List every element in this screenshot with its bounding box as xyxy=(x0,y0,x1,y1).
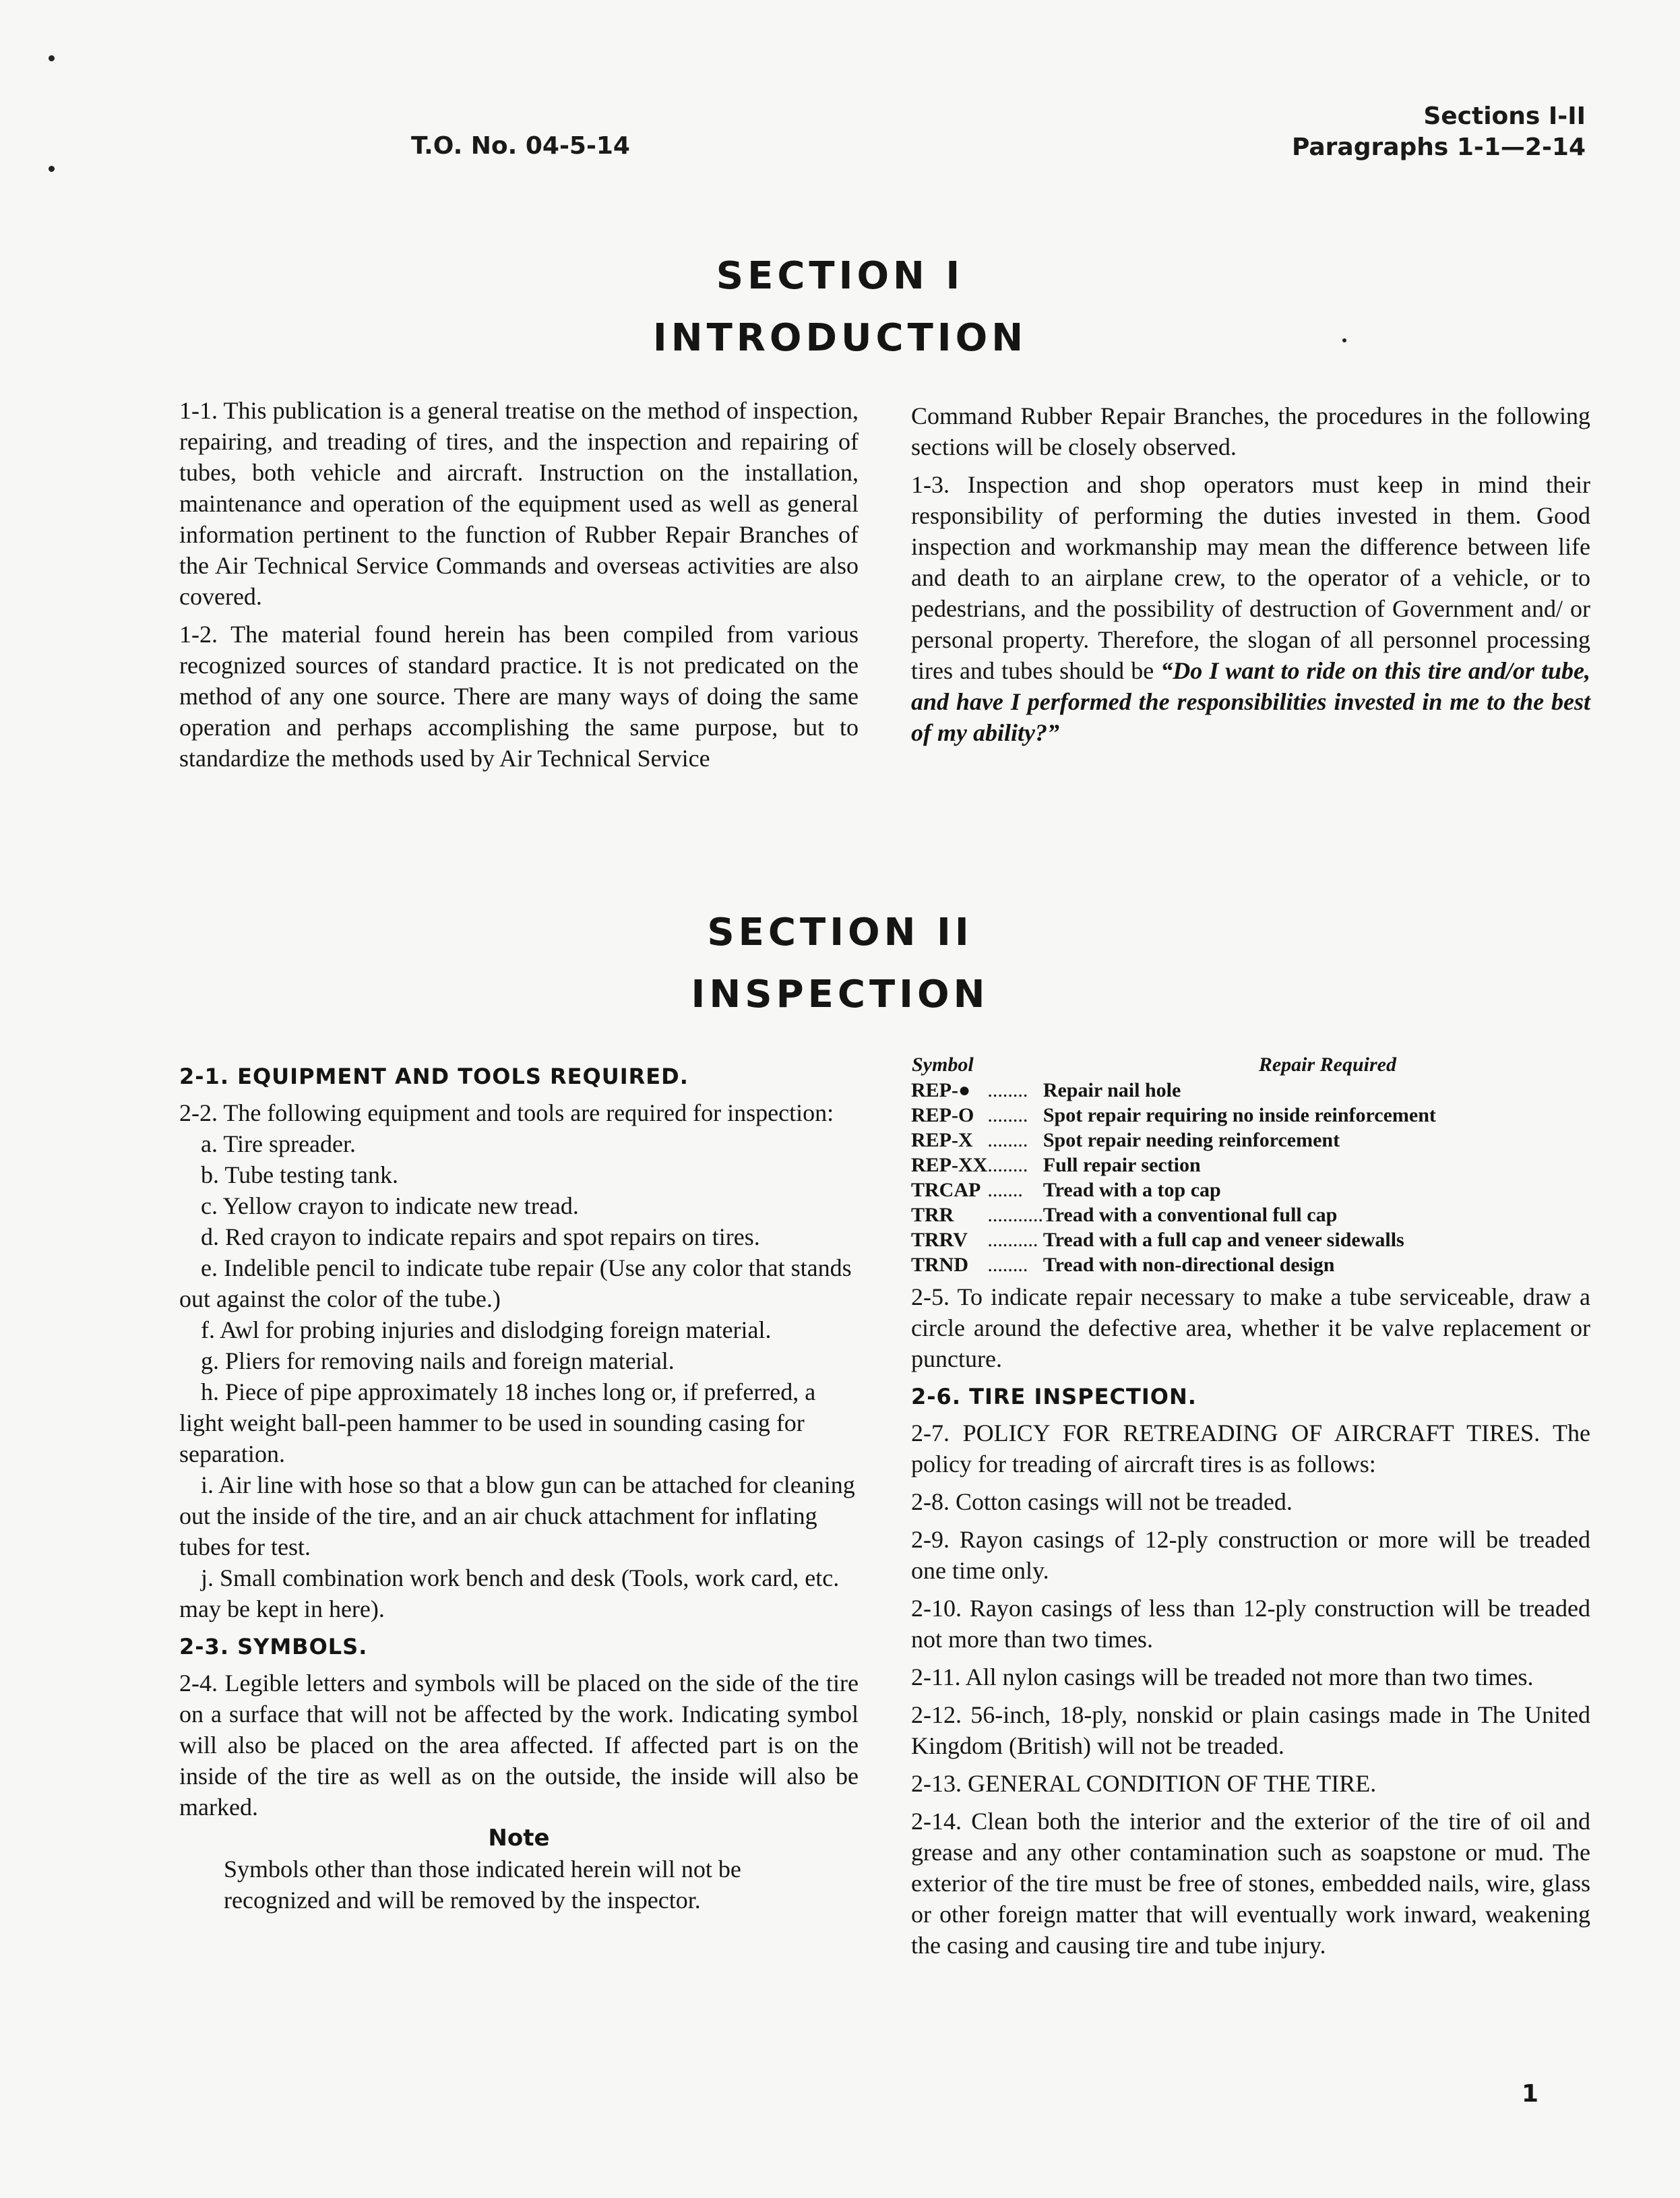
section-2-number: SECTION II xyxy=(707,911,973,954)
paragraph-1-3-text: 1-3. Inspection and shop operators must keep in mind their responsibility of performing the duties invested in them. Good inspection and workmanship may mean the difference between life and death to an airplane crew, to the operator of a vehicle, or to pedestrians, and the possibility of destruction of Government and/ or personal property. Therefore, the slogan of all personnel processing tires and tubes should be xyxy=(911,471,1590,684)
leader-dots: ........ xyxy=(987,1129,1028,1151)
table-row xyxy=(911,1128,1436,1153)
paragraph-2-2: 2-2. The following equipment and tools are required for inspection: xyxy=(179,1099,834,1126)
paragraph-2-13: 2-13. GENERAL CONDITION OF THE TIRE. xyxy=(911,1770,1377,1797)
sections-label: Sections I-II xyxy=(1423,102,1586,130)
doc-number: T.O. No. 04-5-14 xyxy=(411,132,630,160)
symbol-cell: TRRV xyxy=(911,1229,968,1251)
section-1-right-column xyxy=(911,400,1590,755)
paragraphs-label: Paragraphs 1-1—2-14 xyxy=(1291,133,1586,161)
section-2-name: INSPECTION xyxy=(691,973,989,1016)
heading-2-1: 2-1. EQUIPMENT AND TOOLS REQUIRED. xyxy=(179,1064,689,1089)
note-body: Symbols other than those indicated herein will not be recognized and will be removed by the inspector. xyxy=(224,1856,741,1914)
section-2-left-column xyxy=(179,1057,859,1922)
section-1-name: INTRODUCTION xyxy=(652,316,1028,360)
slogan: “Do I want to ride on this tire and/or tube, and have I performed the responsibilities invested in me to the best of my ability?” xyxy=(911,657,1590,746)
scan-speck xyxy=(49,166,55,172)
repair-required-header: Repair Required xyxy=(1258,1054,1396,1076)
paragraph-2-4: 2-4. Legible letters and symbols will be placed on the side of the tire on a surface that will not be affected by the work. Indicating symbol will also be placed on the area affected. If affected part is on the inside of the tire as well as on the outside, the inside will also be marked. xyxy=(179,1670,859,1821)
table-row xyxy=(911,1178,1436,1202)
list-item: i. Air line with hose so that a blow gun can be attached for cleaning out the inside of the tire, and an air chuck attachment for inflating tubes for test. xyxy=(179,1471,855,1560)
repair-cell: Tread with a top cap xyxy=(1043,1179,1221,1201)
leader-dots: ........ xyxy=(987,1254,1028,1276)
list-item: f. Awl for probing injuries and dislodging foreign material. xyxy=(201,1316,772,1343)
leader-dots: ........... xyxy=(987,1204,1043,1226)
symbol-header: Symbol xyxy=(912,1054,974,1076)
leader-dots: ........ xyxy=(987,1104,1028,1126)
section-2-right-column xyxy=(911,1056,1590,1967)
symbol-cell: TRCAP xyxy=(911,1179,981,1201)
heading-2-6: 2-6. TIRE INSPECTION. xyxy=(911,1384,1197,1409)
symbol-cell: REP-O xyxy=(911,1104,974,1126)
repair-cell: Tread with non-directional design xyxy=(1043,1254,1335,1276)
paragraph-1-3 xyxy=(911,469,1590,748)
heading-2-3: 2-3. SYMBOLS. xyxy=(179,1634,368,1659)
list-item: g. Pliers for removing nails and foreign material. xyxy=(201,1347,675,1374)
table-row xyxy=(911,1153,1436,1178)
table-row xyxy=(911,1103,1436,1128)
symbol-cell: REP-X xyxy=(911,1129,973,1151)
list-item: h. Piece of pipe approximately 18 inches long or, if preferred, a light weight ball-peen hammer to be used in sounding casing for separation. xyxy=(179,1378,816,1467)
list-item: d. Red crayon to indicate repairs and spot repairs on tires. xyxy=(201,1223,760,1250)
leader-dots: ........ xyxy=(987,1079,1028,1101)
paragraph-2-8: 2-8. Cotton casings will not be treaded. xyxy=(911,1488,1293,1515)
table-row xyxy=(911,1227,1436,1252)
symbols-table xyxy=(911,1051,1436,1277)
paragraph-2-9: 2-9. Rayon casings of 12-ply construction or more will be treaded one time only. xyxy=(911,1526,1590,1584)
list-item: j. Small combination work bench and desk (Tools, work card, etc. may be kept in here). xyxy=(179,1564,840,1622)
table-row xyxy=(911,1202,1436,1227)
list-item: c. Yellow crayon to indicate new tread. xyxy=(201,1192,579,1219)
repair-cell: Spot repair needing reinforcement xyxy=(1043,1129,1340,1151)
repair-cell: Tread with a conventional full cap xyxy=(1043,1204,1338,1226)
symbol-cell: REP-XX xyxy=(911,1154,988,1176)
paragraph-1-2-continued: Command Rubber Repair Branches, the procedures in the following sections will be closely observed. xyxy=(911,402,1590,460)
page-number: 1 xyxy=(1521,2080,1538,2108)
paragraph-2-14: 2-14. Clean both the interior and the exterior of the tire of oil and grease and any other contamination such as soapstone or mud. The exterior of the tire must be free of stones, embedded nails, wire, glass or other foreign matter that will eventually work inward, weakening the casing and causing tire and tube injury. xyxy=(911,1808,1590,1959)
repair-cell: Tread with a full cap and veneer sidewalls xyxy=(1043,1229,1404,1251)
symbol-cell: TRND xyxy=(911,1254,969,1276)
paragraph-2-11: 2-11. All nylon casings will be treaded not more than two times. xyxy=(911,1663,1534,1690)
leader-dots: ........ xyxy=(987,1154,1028,1176)
table-row xyxy=(911,1252,1436,1277)
table-row xyxy=(911,1078,1436,1103)
paragraph-2-5: 2-5. To indicate repair necessary to make a tube serviceable, draw a circle around the defective area, whether it be valve replacement or puncture. xyxy=(911,1283,1590,1372)
paragraph-2-7: 2-7. POLICY FOR RETREADING OF AIRCRAFT TIRES. The policy for treading of aircraft tires is as follows: xyxy=(911,1419,1590,1477)
list-item: e. Indelible pencil to indicate tube repair (Use any color that stands out against the color of the tube.) xyxy=(179,1254,852,1312)
symbol-cell: REP-● xyxy=(911,1079,971,1101)
paragraph-1-1: 1-1. This publication is a general treatise on the method of inspection, repairing, and treading of tires, and the inspection and repairing of tubes, both vehicle and aircraft. Instruction on the installation, maintenance and operation of the equipment used as well as general information pertinent to the function of Rubber Repair Branches of the Air Technical Service Commands and overseas activities are also covered. xyxy=(179,397,859,610)
section-range xyxy=(1292,101,1586,163)
list-item: a. Tire spreader. xyxy=(201,1130,356,1157)
section-1-title xyxy=(0,245,1680,369)
section-2-title xyxy=(0,902,1680,1026)
list-item: b. Tube testing tank. xyxy=(201,1161,399,1188)
paragraph-2-12: 2-12. 56-inch, 18-ply, nonskid or plain casings made in The United Kingdom (British) will not be treaded. xyxy=(911,1701,1590,1759)
repair-cell: Repair nail hole xyxy=(1043,1079,1181,1101)
leader-dots: ....... xyxy=(987,1179,1023,1201)
repair-cell: Full repair section xyxy=(1043,1154,1201,1176)
section-1-number: SECTION I xyxy=(716,254,964,298)
paragraph-1-2: 1-2. The material found herein has been compiled from various recognized sources of standard practice. It is not predicated on the method of any one source. There are many ways of doing the same operation and perhaps accomplishing the same purpose, but to standardize the methods used by Air Technical Service xyxy=(179,621,859,772)
section-1-left-column xyxy=(179,395,859,781)
leader-dots: .......... xyxy=(987,1229,1038,1251)
note-heading: Note xyxy=(488,1825,550,1852)
scan-speck xyxy=(49,55,55,61)
paragraph-2-10: 2-10. Rayon casings of less than 12-ply construction will be treaded not more than two times. xyxy=(911,1595,1590,1653)
repair-cell: Spot repair requiring no inside reinforcement xyxy=(1043,1104,1436,1126)
symbol-cell: TRR xyxy=(911,1204,954,1226)
